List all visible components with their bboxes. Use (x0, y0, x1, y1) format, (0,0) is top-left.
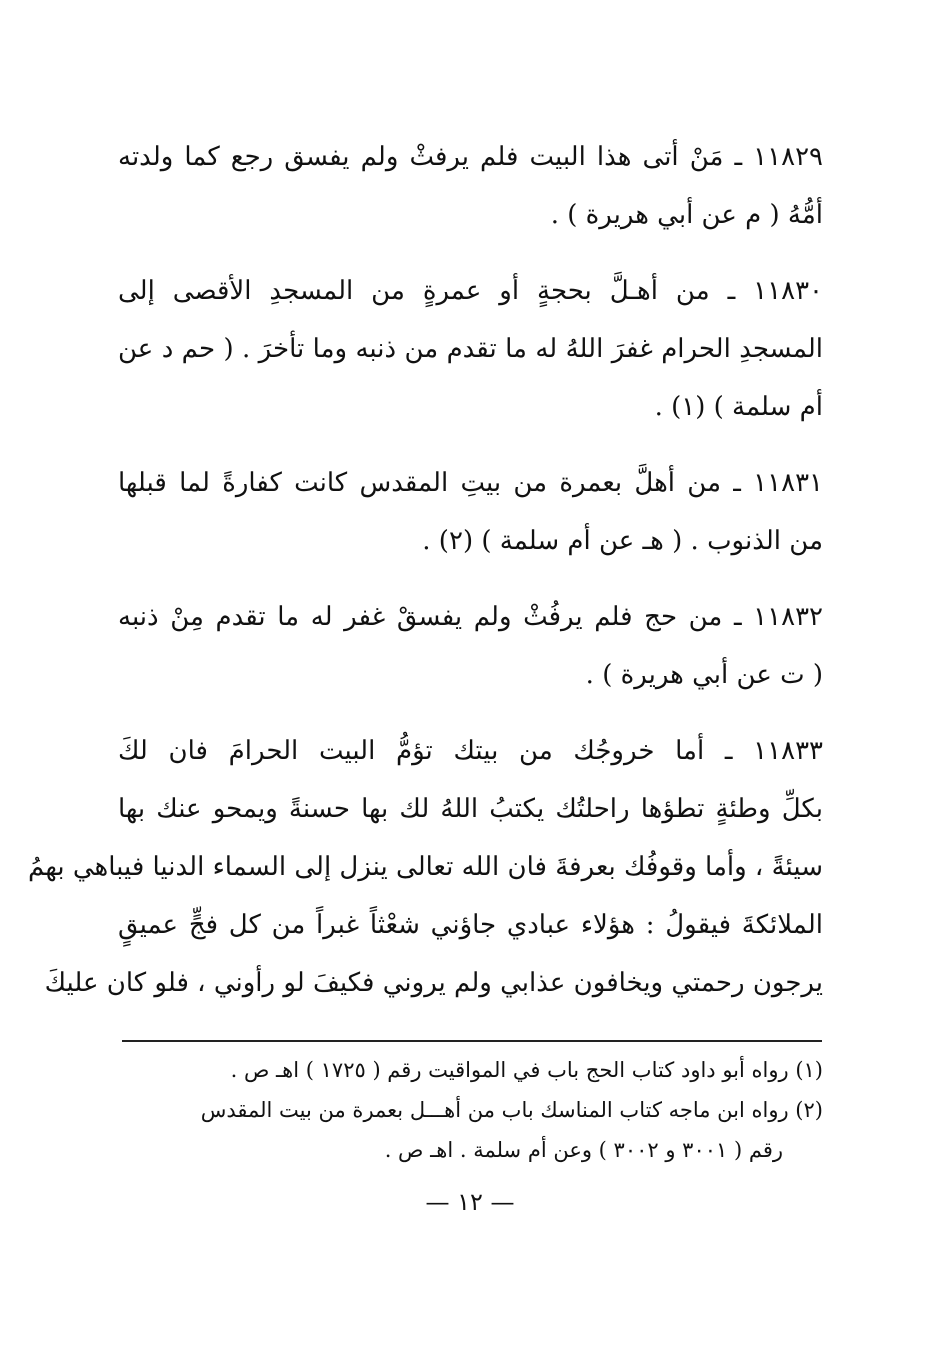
hadith-11831 (118, 454, 823, 570)
hadith-11829 (118, 128, 823, 244)
text-line: ١١٨٣٢ ـ من حج فلم يرفُثْ ولم يفسقْ غفر له ما تقدم مِنْ ذنبه (118, 602, 823, 632)
text-line: سيئةً ، وأما وقوفُك بعرفةَ فان الله تعالى ينزل إلى السماء الدنيا فيباهي بهمُ (28, 852, 823, 882)
footnote-2-continued: رقم ( ٣٠٠١ و ٣٠٠٢ ) وعن أم سلمة . اهـ ص . (384, 1138, 783, 1162)
hadith-11830 (118, 262, 823, 436)
footnote-1: (١) رواه أبو داود كتاب الحج باب في المواقيت رقم ( ١٧٢٥ ) اهـ ص . (230, 1058, 823, 1082)
text-line: ١١٨٣٠ ـ من أهـلَّ بحجةٍ أو عمرةٍ من المسجدِ الأقصى إلى (118, 276, 823, 306)
text-line: من الذنوب . ( هـ عن أم سلمة ) (٢) . (422, 526, 823, 556)
hadith-11832 (118, 588, 823, 704)
footnotes (118, 1050, 823, 1170)
text-line: ١١٨٢٩ ـ مَنْ أتى هذا البيت فلم يرفثْ ولم يفسق رجع كما ولدته (118, 142, 823, 172)
text-line: ١١٨٣٣ ـ أما خروجُك من بيتك تؤمُّ البيت الحرامَ فان لكَ (118, 736, 823, 766)
footnote-2: (٢) رواه ابن ماجه كتاب المناسك باب من أهـــل بعمرة من بيت المقدس (200, 1098, 823, 1122)
text-line: الملائكةَ فيقولُ : هؤلاء عبادي جاؤني شعْثاً غبراً من كل فجٍّ عميقٍ (118, 910, 823, 940)
text-line: يرجون رحمتي ويخافون عذابي ولم يروني فكيفَ لو رأوني ، فلو كان عليكَ (44, 968, 823, 998)
text-line: أم سلمة ) (١) . (654, 392, 823, 422)
text-line: المسجدِ الحرام غفرَ اللهُ له ما تقدم من ذنبه وما تأخرَ . ( حم د عن (118, 334, 823, 364)
text-line: أمُّهُ ( م عن أبي هريرة ) . (550, 200, 823, 230)
hadith-11833 (28, 722, 823, 1012)
footnote-separator (122, 1040, 822, 1042)
main-text (28, 128, 823, 1030)
text-line: بكلِّ وطئةٍ تطؤها راحلتُك يكتبُ اللهُ لك بها حسنةً ويمحو عنك بها (118, 794, 823, 824)
text-line: ١١٨٣١ ـ من أهلَّ بعمرة من بيتِ المقدس كانت كفارةً لما قبلها (118, 468, 823, 498)
page-number: — ١٢ — (425, 1188, 515, 1216)
text-line: ( ت عن أبي هريرة ) . (585, 660, 823, 690)
